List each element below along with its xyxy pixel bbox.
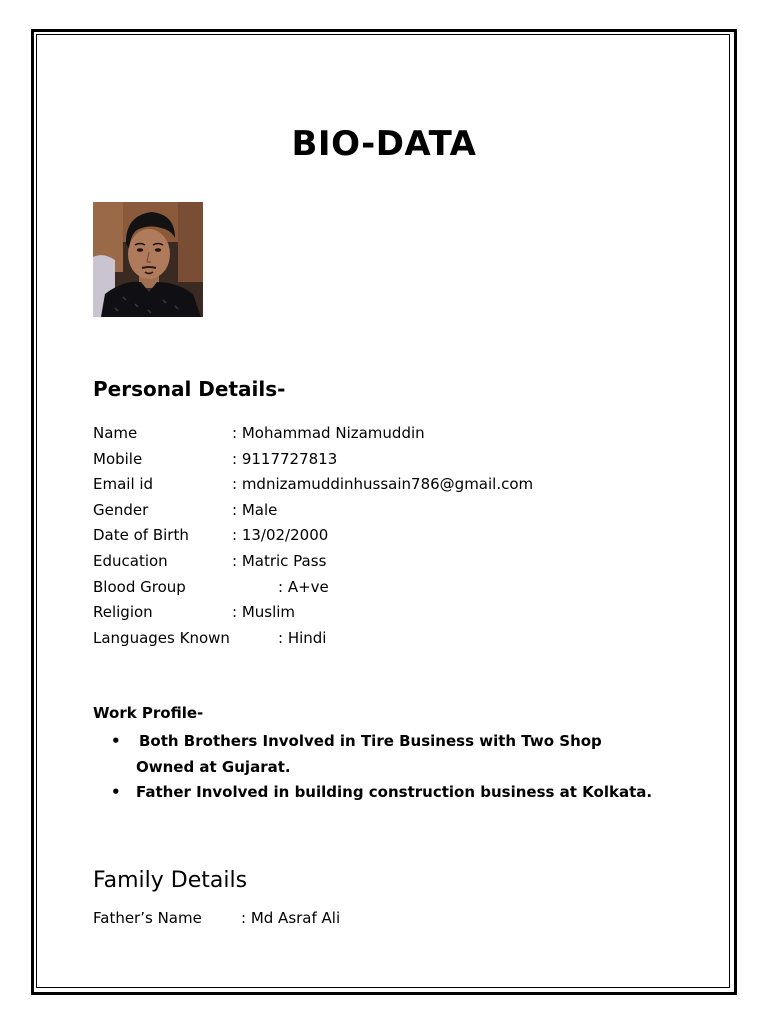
detail-value: : Muslim (232, 603, 296, 622)
detail-label: Blood Group (93, 577, 186, 596)
work-profile-heading: Work Profile- (93, 704, 204, 722)
detail-label: Date of Birth (93, 526, 189, 545)
detail-value: : Matric Pass (232, 551, 327, 570)
bullet-icon: • (111, 783, 121, 802)
detail-label: Email id (93, 475, 154, 494)
work-item-line: Owned at Gujarat. (136, 757, 291, 776)
profile-photo (93, 202, 203, 317)
detail-value: : Male (232, 500, 278, 519)
work-item-line: Both Brothers Involved in Tire Business with Two Shop (139, 732, 602, 750)
detail-value: : Md Asraf Ali (241, 909, 341, 927)
personal-details-heading: Personal Details- (93, 377, 286, 401)
detail-label: Languages Known (93, 628, 230, 647)
detail-label: Father’s Name (93, 909, 202, 927)
detail-label: Name (93, 424, 138, 442)
detail-value: : 13/02/2000 (232, 526, 329, 545)
detail-label: Education (93, 551, 168, 570)
work-item (93, 729, 693, 780)
family-details-heading: Family Details (93, 868, 248, 893)
detail-value: : 9117727813 (232, 449, 338, 468)
work-item-line: Father Involved in building construction business at Kolkata. (136, 783, 653, 802)
detail-value: : Mohammad Nizamuddin (232, 424, 425, 442)
detail-value: : A+ve (278, 577, 329, 596)
detail-value: : mdnizamuddinhussain786@gmail.com (232, 475, 534, 494)
work-profile-list (93, 729, 693, 806)
page-title: BIO-DATA (291, 124, 477, 164)
detail-label: Gender (93, 500, 149, 519)
detail-label: Religion (93, 603, 153, 622)
bullet-icon: • (111, 732, 121, 750)
work-item (93, 780, 693, 806)
detail-value: : Hindi (278, 628, 327, 647)
detail-label: Mobile (93, 449, 143, 468)
